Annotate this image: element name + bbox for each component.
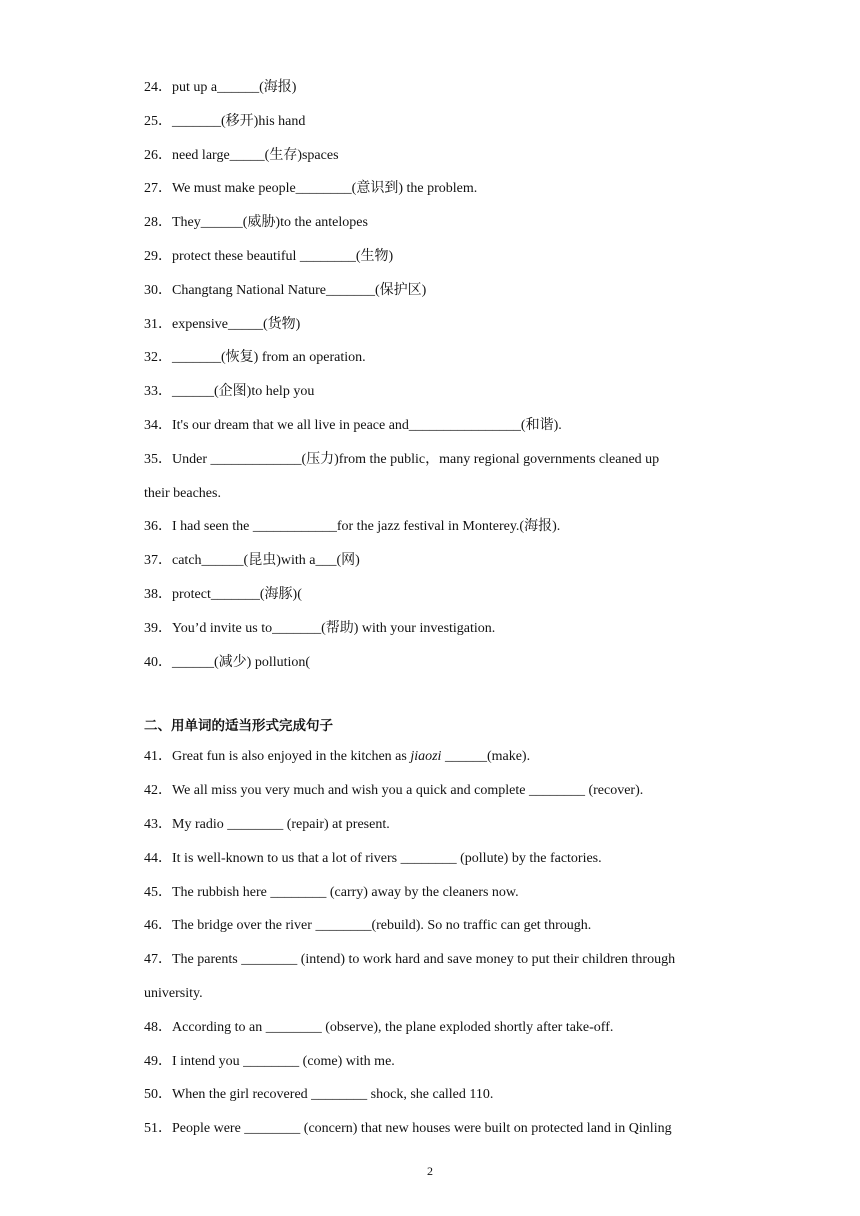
exercise-item-28: 28．They______(威胁)to the antelopes (144, 215, 368, 231)
exercise-item-43: 43．My radio ________ (repair) at present. (144, 816, 390, 832)
exercise-item-49: 49．I intend you ________ (come) with me. (144, 1053, 395, 1069)
exercise-item-41 (144, 740, 724, 774)
page-number: 2 (427, 1164, 433, 1178)
exercise-item-32: 32．_______(恢复) from an operation. (144, 350, 366, 366)
exercise-item-35: 35．Under _____________(压力)from the public，many regional governments cleaned up (144, 451, 660, 467)
exercise-item-47: 47．The parents ________ (intend) to work hard and save money to put their children through (144, 952, 676, 968)
exercise-item-40: 40．______(减少) pollution( (144, 654, 311, 670)
exercise-item-24: 24．put up a______(海报) (144, 80, 297, 95)
exercise-item-45: 45．The rubbish here ________ (carry) away by the cleaners now. (144, 884, 519, 900)
exercise-item-37: 37．catch______(昆虫)with a___(网) (144, 553, 360, 569)
exercise-item-51: 51．People were ________ (concern) that new houses were built on protected land in Qinling (144, 1121, 672, 1137)
exercise-item-50: 50．When the girl recovered ________ shock, she called 110. (144, 1087, 494, 1103)
exercise-item-26: 26．need large_____(生存)spaces (144, 147, 339, 163)
exercise-item-36: 36．I had seen the ____________for the jazz festival in Monterey.(海报). (144, 519, 561, 535)
item-41-italic-word: jiaozi (410, 749, 442, 765)
page-content (144, 71, 724, 1146)
exercise-item-35-continued: their beaches. (144, 485, 221, 501)
exercise-item-38: 38．protect_______(海豚)( (144, 586, 302, 602)
exercise-item-39: 39．You’d invite us to_______(帮助) with your investigation. (144, 620, 496, 636)
item-41-text-before: 41．Great fun is also enjoyed in the kitchen as (144, 749, 411, 765)
exercise-item-34: 34．It's our dream that we all live in peace and________________(和谐). (144, 417, 562, 433)
exercise-item-42: 42．We all miss you very much and wish you a quick and complete ________ (recover). (144, 783, 644, 799)
exercise-item-25: 25．_______(移开)his hand (144, 113, 306, 129)
section-spacer (144, 679, 724, 712)
exercise-item-48: 48．According to an ________ (observe), the plane exploded shortly after take-off. (144, 1019, 614, 1035)
exercise-item-27: 27．We must make people________(意识到) the problem. (144, 181, 478, 197)
exercise-item-46: 46．The bridge over the river ________(rebuild). So no traffic can get through. (144, 918, 592, 934)
exercise-item-44: 44．It is well-known to us that a lot of rivers ________ (pollute) by the factories. (144, 850, 602, 866)
exercise-item-47-continued: university. (144, 985, 203, 1001)
section-heading: 二、用单词的适当形式完成句子 (144, 718, 333, 735)
exercise-item-29: 29．protect these beautiful ________(生物) (144, 248, 394, 264)
exercise-item-33: 33．______(企图)to help you (144, 384, 315, 400)
item-41-text-after: ______(make). (441, 749, 531, 765)
exercise-item-31: 31．expensive_____(货物) (144, 316, 301, 332)
exercise-item-30: 30．Changtang National Nature_______(保护区) (144, 282, 427, 298)
